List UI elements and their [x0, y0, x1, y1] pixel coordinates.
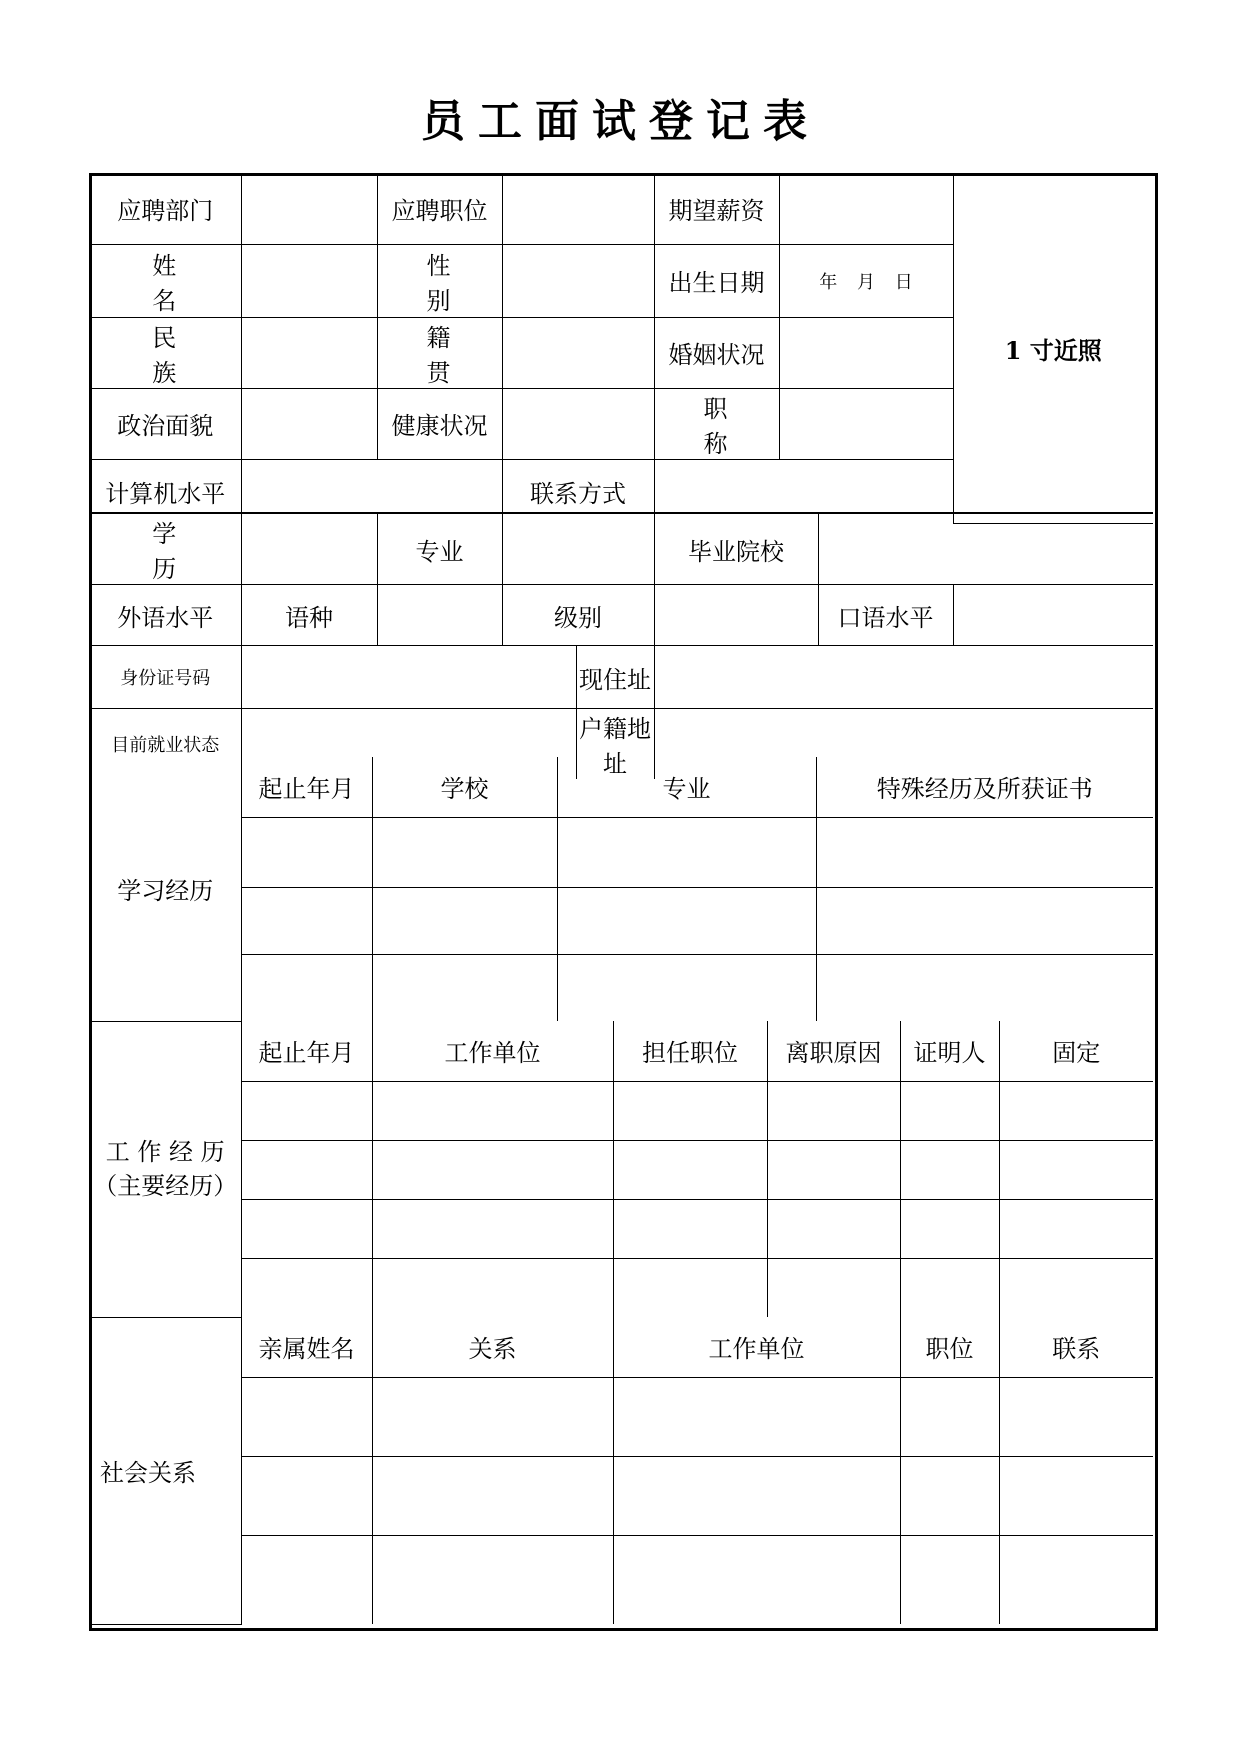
social-header-position: 职位	[900, 1317, 999, 1377]
work-header-reference: 证明人	[900, 1021, 999, 1081]
social-cell[interactable]	[241, 1377, 372, 1456]
position-label: 应聘职位	[377, 174, 502, 244]
health-status-field[interactable]	[502, 388, 654, 459]
study-cell[interactable]	[241, 954, 372, 1021]
department-label: 应聘部门	[90, 174, 241, 244]
social-cell[interactable]	[372, 1377, 613, 1456]
political-status-field[interactable]	[241, 388, 377, 459]
study-header-school: 学校	[372, 757, 557, 817]
education-info-table	[90, 514, 1153, 779]
work-cell[interactable]	[900, 1258, 999, 1317]
study-history-table	[90, 757, 1153, 1022]
marital-status-label: 婚姻状况	[654, 317, 779, 388]
work-cell[interactable]	[767, 1140, 900, 1199]
study-header-certificates: 特殊经历及所获证书	[816, 757, 1153, 817]
work-cell[interactable]	[241, 1081, 372, 1140]
work-history-label-line1: 工 作 经 历	[105, 1137, 225, 1166]
work-cell[interactable]	[999, 1258, 1153, 1317]
study-cell[interactable]	[557, 954, 816, 1021]
gender-label: 性 别	[377, 244, 502, 317]
photo-box[interactable]: 1 寸近照	[953, 174, 1153, 523]
social-cell[interactable]	[900, 1377, 999, 1456]
marital-status-field[interactable]	[779, 317, 953, 388]
birth-date-field[interactable]: 年 月 日	[779, 244, 953, 317]
social-header-contact: 联系	[999, 1317, 1153, 1377]
social-cell[interactable]	[241, 1456, 372, 1535]
birth-date-label: 出生日期	[654, 244, 779, 317]
study-cell[interactable]	[372, 887, 557, 954]
social-cell[interactable]	[999, 1377, 1153, 1456]
work-history-label	[90, 1021, 241, 1317]
work-cell[interactable]	[372, 1258, 613, 1317]
social-cell[interactable]	[613, 1377, 900, 1456]
social-cell[interactable]	[372, 1456, 613, 1535]
work-header-leave-reason: 离职原因	[767, 1021, 900, 1081]
position-field[interactable]	[502, 174, 654, 244]
department-field[interactable]	[241, 174, 377, 244]
work-header-position: 担任职位	[613, 1021, 767, 1081]
study-cell[interactable]	[816, 817, 1153, 887]
computer-level-label: 计算机水平	[90, 459, 241, 523]
ethnicity-field[interactable]	[241, 317, 377, 388]
health-status-label: 健康状况	[377, 388, 502, 459]
work-header-employer: 工作单位	[372, 1021, 613, 1081]
study-cell[interactable]	[557, 817, 816, 887]
social-cell[interactable]	[999, 1456, 1153, 1535]
study-cell[interactable]	[816, 887, 1153, 954]
work-cell[interactable]	[999, 1199, 1153, 1258]
work-cell[interactable]	[241, 1140, 372, 1199]
work-cell[interactable]	[767, 1081, 900, 1140]
foreign-language-label: 外语水平	[90, 585, 241, 646]
social-cell[interactable]	[241, 1535, 372, 1624]
work-cell[interactable]	[372, 1199, 613, 1258]
work-cell[interactable]	[999, 1081, 1153, 1140]
ethnicity-label: 民 族	[90, 317, 241, 388]
work-cell[interactable]	[900, 1081, 999, 1140]
work-cell[interactable]	[767, 1258, 900, 1317]
oral-level-label: 口语水平	[818, 585, 953, 646]
social-cell[interactable]	[999, 1535, 1153, 1624]
job-title-field[interactable]	[779, 388, 953, 459]
education-field[interactable]	[241, 514, 377, 585]
social-cell[interactable]	[900, 1456, 999, 1535]
id-number-label: 身份证号码	[90, 646, 241, 709]
education-label: 学 历	[90, 514, 241, 585]
name-field[interactable]	[241, 244, 377, 317]
work-cell[interactable]	[613, 1140, 767, 1199]
study-cell[interactable]	[816, 954, 1153, 1021]
work-cell[interactable]	[900, 1199, 999, 1258]
salary-field[interactable]	[779, 174, 953, 244]
social-header-employer: 工作单位	[613, 1317, 900, 1377]
work-cell[interactable]	[241, 1199, 372, 1258]
study-cell[interactable]	[372, 817, 557, 887]
current-address-field[interactable]	[654, 646, 1153, 709]
language-field[interactable]	[377, 585, 502, 646]
work-cell[interactable]	[613, 1199, 767, 1258]
study-cell[interactable]	[557, 887, 816, 954]
work-cell[interactable]	[613, 1081, 767, 1140]
oral-level-field[interactable]	[953, 585, 1153, 646]
study-header-major: 专业	[557, 757, 816, 817]
id-number-field[interactable]	[241, 646, 576, 709]
work-cell[interactable]	[241, 1258, 372, 1317]
social-cell[interactable]	[900, 1535, 999, 1624]
work-cell[interactable]	[900, 1140, 999, 1199]
school-label: 毕业院校	[654, 514, 818, 585]
form-title: 员工面试登记表	[421, 96, 820, 147]
political-status-label: 政治面貌	[90, 388, 241, 459]
level-field[interactable]	[654, 585, 818, 646]
major-field[interactable]	[502, 514, 654, 585]
native-place-field[interactable]	[502, 317, 654, 388]
work-header-period: 起止年月	[241, 1021, 372, 1081]
work-cell[interactable]	[999, 1140, 1153, 1199]
major-label: 专业	[377, 514, 502, 585]
household-address-label: 户籍地址	[576, 709, 654, 780]
employment-status-label: 目前就业状态	[90, 709, 241, 780]
work-header-fixed: 固定	[999, 1021, 1153, 1081]
contact-label: 联系方式	[502, 459, 654, 523]
work-history-label-line2: （主要经历）	[93, 1171, 238, 1200]
work-cell[interactable]	[767, 1199, 900, 1258]
study-cell[interactable]	[241, 887, 372, 954]
work-cell[interactable]	[372, 1140, 613, 1199]
school-field[interactable]	[818, 514, 1153, 585]
level-label: 级别	[502, 585, 654, 646]
study-cell[interactable]	[372, 954, 557, 1021]
language-label: 语种	[241, 585, 377, 646]
salary-label: 期望薪资	[654, 174, 779, 244]
social-header-name: 亲属姓名	[241, 1317, 372, 1377]
work-history-table	[90, 1021, 1153, 1318]
native-place-label: 籍 贯	[377, 317, 502, 388]
social-cell[interactable]	[613, 1535, 900, 1624]
social-relations-label: 社会关系	[90, 1317, 241, 1624]
basic-info-table	[90, 174, 1153, 524]
study-history-label: 学习经历	[90, 757, 241, 1021]
study-header-period: 起止年月	[241, 757, 372, 817]
social-cell[interactable]	[372, 1535, 613, 1624]
social-cell[interactable]	[613, 1456, 900, 1535]
job-title-label: 职 称	[654, 388, 779, 459]
work-cell[interactable]	[613, 1258, 767, 1317]
work-cell[interactable]	[372, 1081, 613, 1140]
study-cell[interactable]	[241, 817, 372, 887]
gender-field[interactable]	[502, 244, 654, 317]
social-header-relation: 关系	[372, 1317, 613, 1377]
social-relations-table	[90, 1317, 1153, 1625]
name-label: 姓 名	[90, 244, 241, 317]
current-address-label: 现住址	[576, 646, 654, 709]
